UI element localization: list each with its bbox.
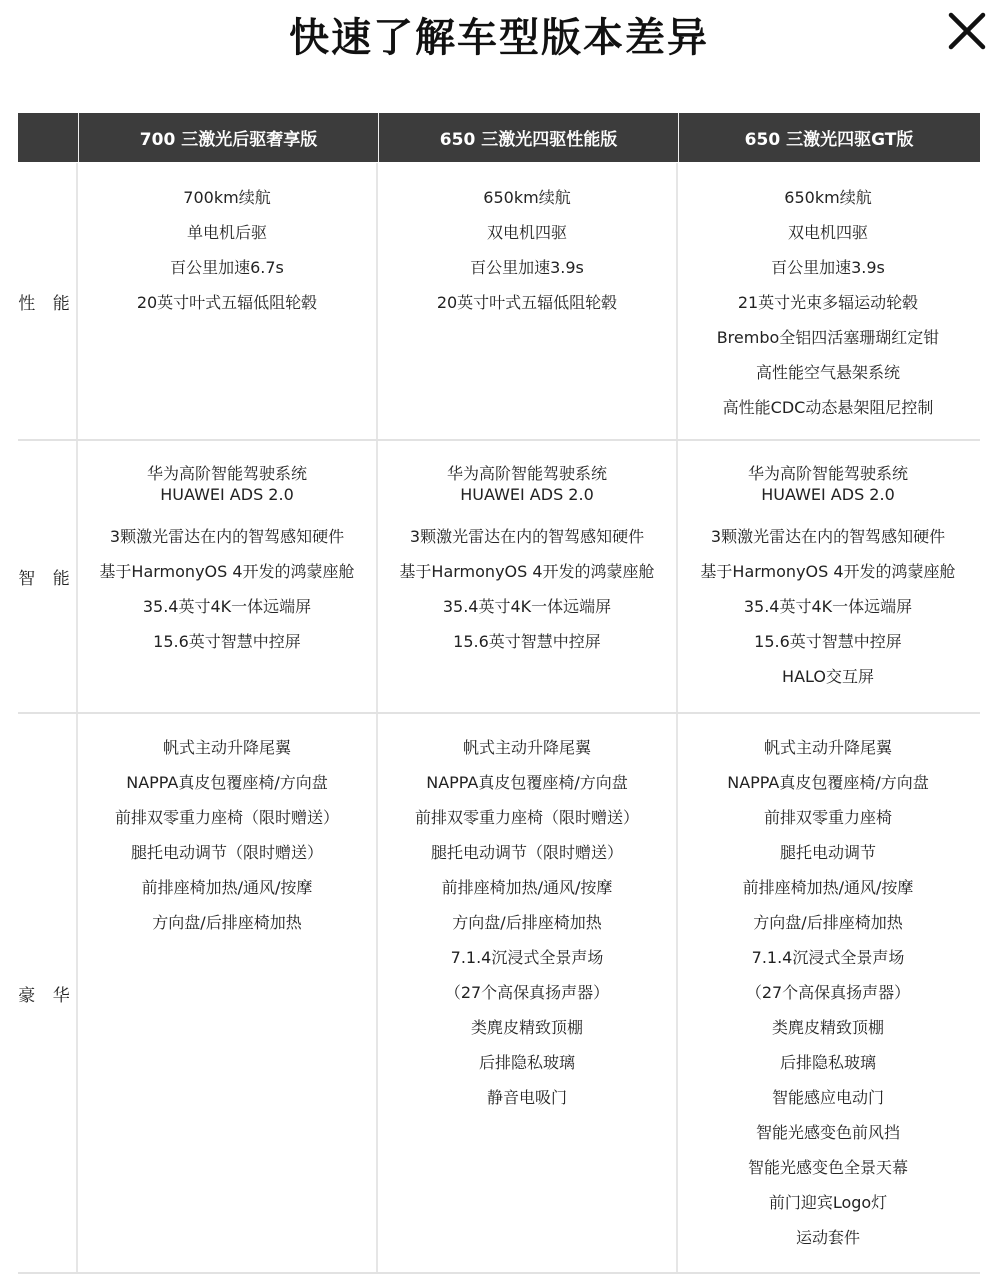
- feature-item: NAPPA真皮包覆座椅/方向盘: [426, 773, 628, 792]
- feature-item: 前排座椅加热/通风/按摩: [141, 878, 313, 897]
- feature-item: 华为高阶智能驾驶系统 HUAWEI ADS 2.0: [146, 464, 307, 504]
- table-cell: [78, 441, 378, 712]
- table-cell: [378, 714, 678, 1272]
- feature-item: 15.6英寸智慧中控屏: [754, 632, 902, 651]
- table-row-performance: [18, 163, 980, 441]
- feature-item: 前门迎宾Logo灯: [768, 1193, 888, 1212]
- feature-item: 基于HarmonyOS 4开发的鸿蒙座舱: [99, 562, 355, 581]
- table-row-intelligence: [18, 441, 980, 714]
- feature-item: 650km续航: [784, 188, 872, 207]
- table-cell: [78, 163, 378, 439]
- feature-item: 35.4英寸4K一体远端屏: [142, 597, 312, 616]
- feature-item: 15.6英寸智慧中控屏: [453, 632, 601, 651]
- feature-item: 智能感应电动门: [771, 1088, 884, 1107]
- row-label-luxury: 豪 华: [18, 714, 78, 1272]
- table-cell: [378, 163, 678, 439]
- feature-item: 华为高阶智能驾驶系统 HUAWEI ADS 2.0: [446, 464, 607, 504]
- row-label-intelligence: 智 能: [18, 441, 78, 712]
- feature-item: 单电机后驱: [186, 223, 267, 242]
- feature-item: 百公里加速3.9s: [771, 258, 885, 277]
- feature-item: 后排隐私玻璃: [779, 1053, 876, 1072]
- feature-item: HALO交互屏: [782, 667, 874, 686]
- feature-item: 类麂皮精致顶棚: [771, 1018, 884, 1037]
- table-cell: [378, 441, 678, 712]
- feature-item: 7.1.4沉浸式全景声场: [751, 948, 905, 967]
- header-corner: [18, 113, 79, 162]
- feature-item: 21英寸光束多辐运动轮毂: [737, 293, 919, 312]
- feature-item: Brembo全铝四活塞珊瑚红定钳: [716, 328, 940, 347]
- table-cell: [678, 441, 978, 712]
- row-label-performance: 性 能: [18, 163, 78, 439]
- feature-item: NAPPA真皮包覆座椅/方向盘: [126, 773, 328, 792]
- feature-item: 帆式主动升降尾翼: [763, 738, 892, 757]
- feature-item: 7.1.4沉浸式全景声场: [450, 948, 604, 967]
- feature-item: 运动套件: [795, 1228, 860, 1247]
- feature-item: 静音电吸门: [486, 1088, 567, 1107]
- feature-item: （27个高保真扬声器）: [444, 983, 610, 1002]
- feature-item: 15.6英寸智慧中控屏: [153, 632, 301, 651]
- feature-item: 类麂皮精致顶棚: [470, 1018, 583, 1037]
- feature-item: 3颗激光雷达在内的智驾感知硬件: [109, 527, 345, 546]
- feature-item: 智能光感变色前风挡: [755, 1123, 900, 1142]
- feature-item: 前排双零重力座椅（限时赠送）: [114, 808, 339, 827]
- feature-item: 双电机四驱: [787, 223, 868, 242]
- feature-item: 20英寸叶式五辐低阻轮毂: [136, 293, 318, 312]
- feature-item: 方向盘/后排座椅加热: [452, 913, 602, 932]
- feature-item: 前排座椅加热/通风/按摩: [742, 878, 914, 897]
- feature-item: 方向盘/后排座椅加热: [152, 913, 302, 932]
- feature-item: 前排双零重力座椅: [763, 808, 892, 827]
- table-cell: [678, 714, 978, 1272]
- feature-item: 650km续航: [483, 188, 571, 207]
- feature-item: （27个高保真扬声器）: [745, 983, 911, 1002]
- feature-item: 帆式主动升降尾翼: [162, 738, 291, 757]
- table-row-luxury: [18, 714, 980, 1274]
- column-header-650-awd-performance: 650 三激光四驱性能版: [379, 113, 679, 162]
- feature-item: 20英寸叶式五辐低阻轮毂: [436, 293, 618, 312]
- feature-item: 智能光感变色全景天幕: [747, 1158, 908, 1177]
- table-cell: [678, 163, 978, 439]
- feature-item: 高性能CDC动态悬架阻尼控制: [722, 398, 934, 417]
- column-header-700-rwd-luxury: 700 三激光后驱奢享版: [79, 113, 379, 162]
- feature-item: 高性能空气悬架系统: [755, 363, 900, 382]
- feature-item: 百公里加速6.7s: [170, 258, 284, 277]
- close-button[interactable]: [942, 6, 992, 56]
- feature-item: 35.4英寸4K一体远端屏: [442, 597, 612, 616]
- feature-item: 方向盘/后排座椅加热: [753, 913, 903, 932]
- feature-item: 腿托电动调节: [779, 843, 876, 862]
- feature-item: 华为高阶智能驾驶系统 HUAWEI ADS 2.0: [747, 464, 908, 504]
- feature-item: 后排隐私玻璃: [478, 1053, 575, 1072]
- feature-item: 前排座椅加热/通风/按摩: [441, 878, 613, 897]
- column-header-650-awd-gt: 650 三激光四驱GT版: [744, 130, 914, 150]
- feature-item: 700km续航: [183, 188, 271, 207]
- feature-item: 前排双零重力座椅（限时赠送）: [414, 808, 639, 827]
- feature-item: 基于HarmonyOS 4开发的鸿蒙座舱: [399, 562, 655, 581]
- feature-item: NAPPA真皮包覆座椅/方向盘: [727, 773, 929, 792]
- feature-item: 35.4英寸4K一体远端屏: [743, 597, 913, 616]
- feature-item: 3颗激光雷达在内的智驾感知硬件: [710, 527, 946, 546]
- feature-item: 双电机四驱: [486, 223, 567, 242]
- page-title: 快速了解车型版本差异: [289, 15, 709, 61]
- table-cell: [78, 714, 378, 1272]
- feature-item: 帆式主动升降尾翼: [462, 738, 591, 757]
- feature-item: 腿托电动调节（限时赠送）: [430, 843, 623, 862]
- feature-item: 3颗激光雷达在内的智驾感知硬件: [409, 527, 645, 546]
- table-header: [18, 113, 980, 162]
- feature-item: 基于HarmonyOS 4开发的鸿蒙座舱: [700, 562, 956, 581]
- close-icon: [942, 6, 992, 56]
- feature-item: 百公里加速3.9s: [470, 258, 584, 277]
- feature-item: 腿托电动调节（限时赠送）: [130, 843, 323, 862]
